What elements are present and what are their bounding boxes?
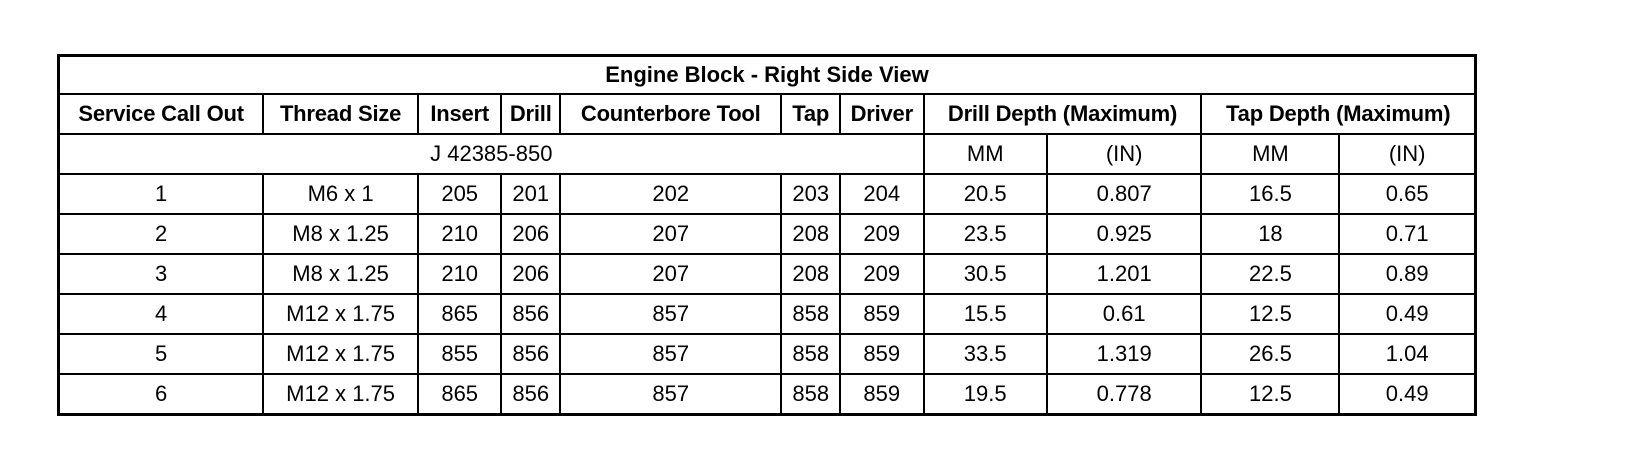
tool-table-container <box>57 54 1477 416</box>
cell-tap: 858 <box>781 374 840 415</box>
cell-driver: 859 <box>840 374 924 415</box>
cell-drill-in: 1.201 <box>1047 254 1202 294</box>
header-service-call-out: Service Call Out <box>59 94 264 134</box>
cell-tap-in: 0.65 <box>1339 174 1475 214</box>
cell-tap-in: 0.71 <box>1339 214 1475 254</box>
cell-insert: 865 <box>418 374 502 415</box>
cell-drill: 856 <box>501 334 560 374</box>
cell-drill: 201 <box>501 174 560 214</box>
cell-tap-mm: 22.5 <box>1201 254 1339 294</box>
cell-tap-in: 1.04 <box>1339 334 1475 374</box>
cell-call-out: 6 <box>59 374 264 415</box>
cell-driver: 859 <box>840 294 924 334</box>
cell-drill-mm: 30.5 <box>924 254 1047 294</box>
cell-tap-mm: 26.5 <box>1201 334 1339 374</box>
table-row <box>59 214 1476 254</box>
cell-tap-mm: 12.5 <box>1201 374 1339 415</box>
cell-call-out: 4 <box>59 294 264 334</box>
header-driver: Driver <box>840 94 924 134</box>
header-row <box>59 94 1476 134</box>
cell-drill-in: 0.807 <box>1047 174 1202 214</box>
cell-tap: 858 <box>781 334 840 374</box>
cell-driver: 204 <box>840 174 924 214</box>
cell-drill-mm: 23.5 <box>924 214 1047 254</box>
cell-tap-in: 0.49 <box>1339 294 1475 334</box>
cell-tap-in: 0.49 <box>1339 374 1475 415</box>
kit-number: J 42385-850 <box>59 134 924 174</box>
tool-table <box>57 54 1477 416</box>
subheader-tap-mm: MM <box>1201 134 1339 174</box>
cell-counterbore-tool: 207 <box>560 254 782 294</box>
cell-insert: 855 <box>418 334 502 374</box>
cell-tap: 203 <box>781 174 840 214</box>
cell-tap-mm: 18 <box>1201 214 1339 254</box>
cell-insert: 210 <box>418 214 502 254</box>
cell-drill-mm: 15.5 <box>924 294 1047 334</box>
cell-driver: 209 <box>840 254 924 294</box>
cell-call-out: 2 <box>59 214 264 254</box>
header-tap: Tap <box>781 94 840 134</box>
header-thread-size: Thread Size <box>263 94 418 134</box>
cell-thread-size: M8 x 1.25 <box>263 214 418 254</box>
table-row <box>59 174 1476 214</box>
table-row <box>59 374 1476 415</box>
cell-counterbore-tool: 207 <box>560 214 782 254</box>
title-row <box>59 56 1476 95</box>
cell-tap-mm: 12.5 <box>1201 294 1339 334</box>
cell-tap-in: 0.89 <box>1339 254 1475 294</box>
cell-thread-size: M12 x 1.75 <box>263 334 418 374</box>
header-counterbore-tool: Counterbore Tool <box>560 94 782 134</box>
table-row <box>59 334 1476 374</box>
table-row <box>59 294 1476 334</box>
cell-tap: 208 <box>781 214 840 254</box>
table-title: Engine Block - Right Side View <box>59 56 1476 95</box>
cell-drill: 856 <box>501 374 560 415</box>
cell-driver: 859 <box>840 334 924 374</box>
cell-drill-in: 1.319 <box>1047 334 1202 374</box>
cell-drill: 206 <box>501 214 560 254</box>
cell-driver: 209 <box>840 214 924 254</box>
cell-thread-size: M12 x 1.75 <box>263 374 418 415</box>
header-tap-depth: Tap Depth (Maximum) <box>1201 94 1475 134</box>
cell-drill-mm: 20.5 <box>924 174 1047 214</box>
cell-drill-in: 0.778 <box>1047 374 1202 415</box>
cell-drill: 856 <box>501 294 560 334</box>
cell-drill-in: 0.925 <box>1047 214 1202 254</box>
header-drill: Drill <box>501 94 560 134</box>
cell-drill: 206 <box>501 254 560 294</box>
cell-tap: 208 <box>781 254 840 294</box>
cell-tap: 858 <box>781 294 840 334</box>
table-row <box>59 254 1476 294</box>
cell-thread-size: M6 x 1 <box>263 174 418 214</box>
subheader-tap-in: (IN) <box>1339 134 1475 174</box>
cell-insert: 865 <box>418 294 502 334</box>
subheader-drill-in: (IN) <box>1047 134 1202 174</box>
cell-call-out: 5 <box>59 334 264 374</box>
cell-drill-in: 0.61 <box>1047 294 1202 334</box>
cell-drill-mm: 19.5 <box>924 374 1047 415</box>
cell-counterbore-tool: 857 <box>560 374 782 415</box>
header-insert: Insert <box>418 94 502 134</box>
cell-tap-mm: 16.5 <box>1201 174 1339 214</box>
cell-thread-size: M8 x 1.25 <box>263 254 418 294</box>
subheader-drill-mm: MM <box>924 134 1047 174</box>
cell-counterbore-tool: 202 <box>560 174 782 214</box>
cell-counterbore-tool: 857 <box>560 294 782 334</box>
subheader-row <box>59 134 1476 174</box>
cell-thread-size: M12 x 1.75 <box>263 294 418 334</box>
cell-counterbore-tool: 857 <box>560 334 782 374</box>
header-drill-depth: Drill Depth (Maximum) <box>924 94 1202 134</box>
cell-call-out: 1 <box>59 174 264 214</box>
cell-call-out: 3 <box>59 254 264 294</box>
cell-drill-mm: 33.5 <box>924 334 1047 374</box>
cell-insert: 210 <box>418 254 502 294</box>
cell-insert: 205 <box>418 174 502 214</box>
